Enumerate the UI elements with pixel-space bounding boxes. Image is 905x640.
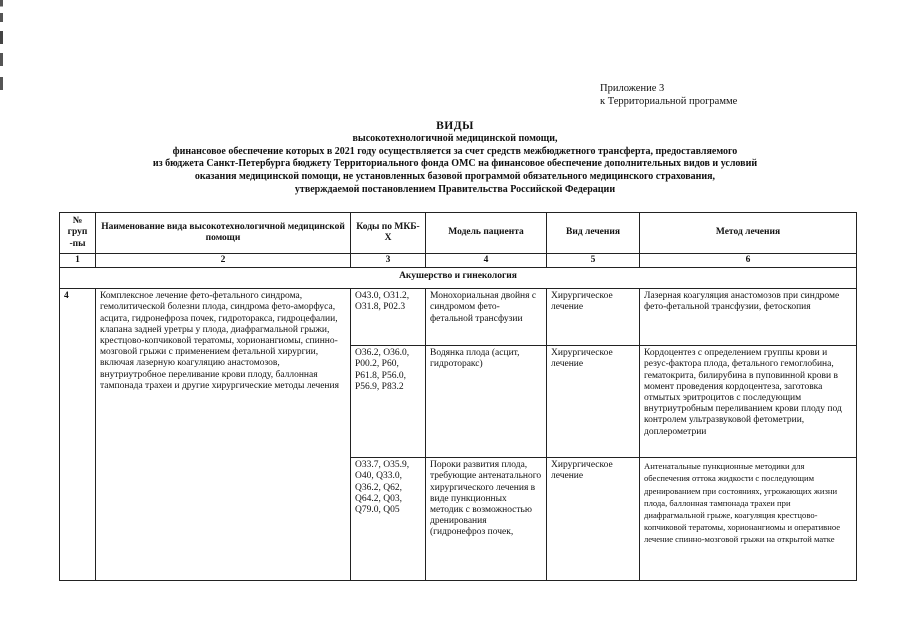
column-number: 6 [640,254,857,268]
column-number: 5 [547,254,640,268]
header-group-number: № груп -пы [60,213,96,254]
patient-model: Водянка плода (асцит, гидроторакс) [426,346,547,458]
column-number: 1 [60,254,96,268]
treatment-method: Антенатальные пункционные методики для обеспечения оттока жидкости с последующим дренированием при состояниях, угрожающих жизни плода, баллонная тампонада трахеи при диафрагмальной грыже, коагуляция крестцово-копчиковой тератомы, хорионангиомы и оперативное лечение спинно-мозговой грыжи на открытой матке [640,458,857,581]
header-treatment-type: Вид лечения [547,213,640,254]
scan-edge-mark [0,0,3,110]
title-line-5: утверждаемой постановлением Правительства Российской Федерации [294,183,616,195]
header-icd-codes: Коды по МКБ-Х [351,213,426,254]
column-number: 3 [351,254,426,268]
treatment-table [59,212,857,581]
appendix-line-2: к Территориальной программе [600,96,738,107]
header-patient-model: Модель пациента [426,213,547,254]
header-care-type: Наименование вида высокотехнологичной медицинской помощи [96,213,351,254]
care-type-name: Комплексное лечение фето-фетального синдрома, гемолитической болезни плода, синдрома фето-аморфуса, асцита, гидронефроза почек, гидроторакса, гидроцефалии, клапана задней уретры у плода, диафрагмальной грыжи, крестцово-копчиковой тератомы, хорионангиомы, спинно-мозговой грыжи с применением фетальной хирургии, включая лазерную коагуляцию анастомозов, внутриутробное переливание крови плоду, баллонная тампонада трахеи и другие хирургические методы лечения [96,289,351,581]
group-number: 4 [60,289,96,581]
column-number: 2 [96,254,351,268]
title-line-4: оказания медицинской помощи, не установленных базовой программой обязательного медицинского страхования, [194,171,716,183]
icd-codes: O36.2, O36.0, P00.2, P60, P61.8, P56.0, P56.9, P83.2 [351,346,426,458]
icd-codes: O33.7, O35.9, O40, Q33.0, Q36.2, Q62, Q64.2, Q03, Q79.0, Q05 [351,458,426,581]
treatment-type: Хирургическое лечение [547,458,640,581]
header-row [60,213,857,254]
patient-model: Монохориальная двойня с синдромом фето-фетальной трансфузии [426,289,547,346]
column-number: 4 [426,254,547,268]
title-line-3: из бюджета Санкт-Петербурга бюджету Территориального фонда ОМС на финансовое обеспечение дополнительных видов и условий [152,158,758,170]
treatment-type: Хирургическое лечение [547,346,640,458]
appendix-line-1: Приложение 3 [600,83,665,94]
icd-codes: O43.0, O31.2, O31.8, P02.3 [351,289,426,346]
appendix-label [600,82,737,108]
column-number-row [60,254,857,268]
header-treatment-method: Метод лечения [640,213,857,254]
treatment-type: Хирургическое лечение [547,289,640,346]
treatment-method: Кордоцентез с определением группы крови и резус-фактора плода, фетального гемоглобина, гематокрита, билирубина в пуповинной крови в момент проведения кордоцентеза, заготовка отмытых эритроцитов с последующим внутриутробным переливанием крови плоду под контролем ультразвуковой фетометрии, доплерометрии [640,346,857,458]
patient-model: Пороки развития плода, требующие антенатального хирургического лечения в виде пункционных методик с возможностью дренирования (гидронефроз почек, [426,458,547,581]
document-title [60,119,850,197]
table-row [60,289,857,346]
title-main: ВИДЫ [436,120,474,132]
section-title: Акушерство и гинекология [60,268,857,289]
section-row [60,268,857,289]
treatment-method: Лазерная коагуляция анастомозов при синдроме фето-фетальной трансфузии, фетоскопия [640,289,857,346]
title-line-1: высокотехнологичной медицинской помощи, [352,133,558,144]
title-line-2: финансовое обеспечение которых в 2021 году осуществляется за счет средств межбюджетного трансферта, предоставляемого [172,145,738,157]
